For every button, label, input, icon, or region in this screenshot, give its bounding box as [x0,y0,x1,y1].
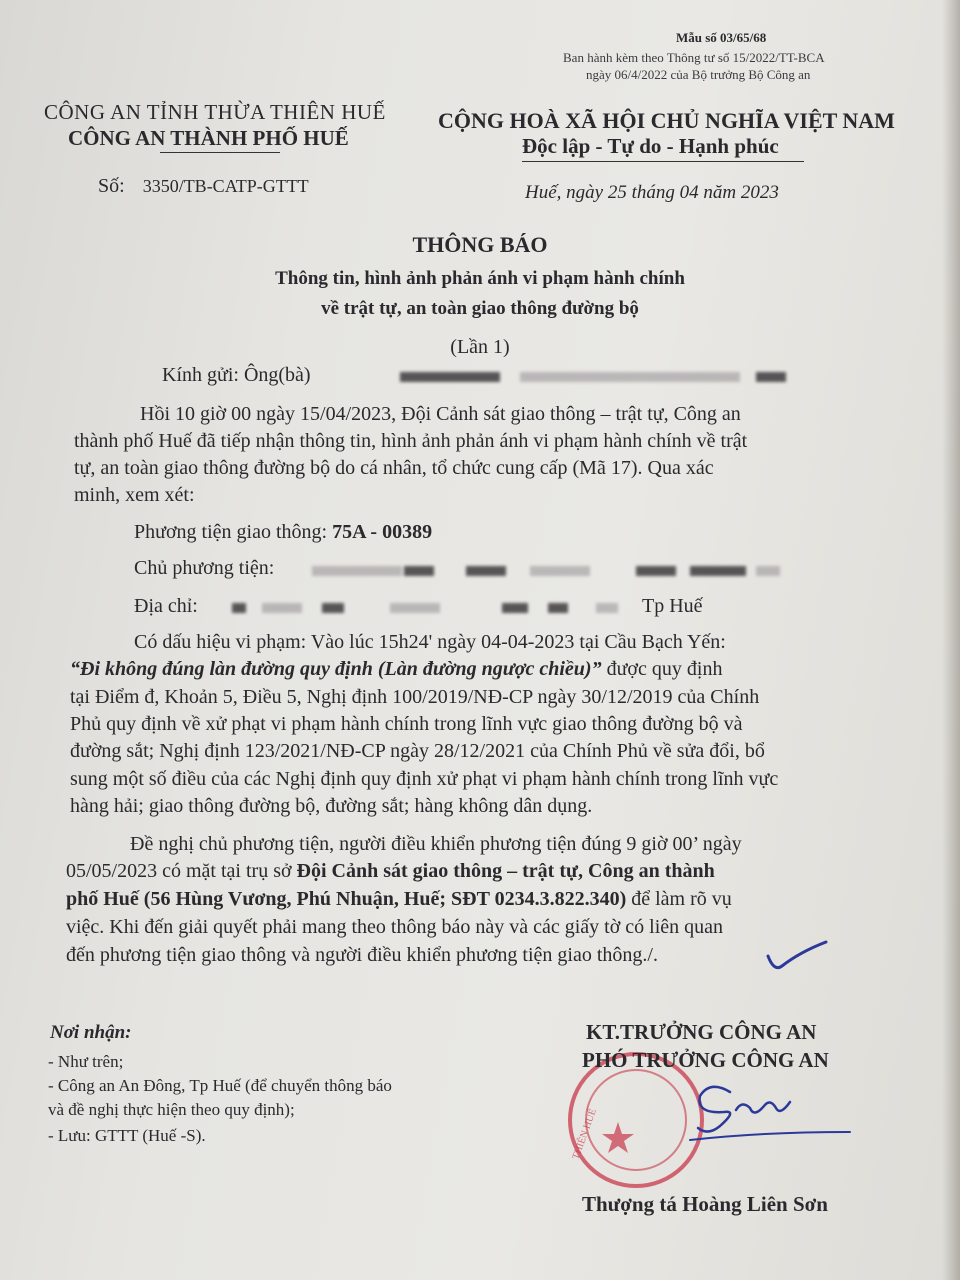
handwritten-signature [680,1062,860,1152]
vehicle-owner-label: Chủ phương tiện: [134,557,275,579]
vehicle-address-city: Tp Huế [642,595,703,617]
request-line5: đến phương tiện giao thông và người điều khiển phương tiện giao thông./. [66,944,658,966]
signer-name: Thượng tá Hoàng Liên Sơn [582,1192,828,1216]
violation-line7: hàng hải; giao thông đường bộ, đường sắt; hàng không dân dụng. [70,795,593,817]
redacted-address-a [232,603,246,613]
redacted-owner-a [312,566,402,576]
recipient-item-1: - Như trên; [48,1052,124,1071]
addressee-label: Kính gửi: Ông(bà) [162,364,311,386]
motto-underline [522,161,804,162]
nation-motto: Độc lập - Tự do - Hạnh phúc [522,134,779,158]
notice-times: (Lần 1) [450,336,510,358]
redacted-address-b [262,603,302,613]
redacted-owner-g [756,566,780,576]
violation-line6: sung một số điều của các Nghị định quy định xử phạt vi phạm hành chính trong lĩnh vực [70,768,779,790]
request-line2-a: 05/05/2023 có mặt tại trụ sở [66,860,297,882]
recipient-item-2b: và đề nghị thực hiện theo quy định); [48,1100,295,1119]
violation-line3: tại Điểm đ, Khoản 5, Điều 5, Nghị định 100/2019/NĐ-CP ngày 30/12/2019 của Chính [70,686,760,708]
redacted-name [400,372,500,382]
recipients-title: Nơi nhận: [50,1022,132,1043]
redacted-address-e [502,603,528,613]
redacted-address-c [322,603,344,613]
vehicle-plate-label: Phương tiện giao thông: [134,521,328,543]
vehicle-plate-row [134,521,432,544]
request-office: Đội Cảnh sát giao thông – trật tự, Công an thành [296,860,715,882]
nation-title: CỘNG HOÀ XÃ HỘI CHỦ NGHĨA VIỆT NAM [438,108,895,133]
intro-line2: thành phố Huế đã tiếp nhận thông tin, hình ảnh phản ánh vi phạm hành chính về trật [74,430,748,452]
redacted-address-d [390,603,440,613]
vehicle-plate: 75A - 00389 [332,521,433,543]
form-issued-line1: Ban hành kèm theo Thông tư số 15/2022/TT-BCA [563,50,825,65]
handwritten-check-mark [760,936,832,982]
request-office-address: phố Huế (56 Hùng Vương, Phú Nhuận, Huế; SĐT 0234.3.822.340) [66,888,627,910]
violation-line2 [70,658,722,681]
redacted-owner-c [466,566,506,576]
redacted-owner-b [404,566,434,576]
redacted-owner-e [636,566,676,576]
violation-line4: Phủ quy định về xử phạt vi phạm hành chính trong lĩnh vực giao thông đường bộ và [70,713,743,735]
form-issued-line2: ngày 06/4/2022 của Bộ trưởng Bộ Công an [586,67,811,82]
redacted-name-blur [520,372,740,382]
redacted-name-end [756,372,786,382]
violation-act: “Đi không đúng làn đường quy định (Làn đường ngược chiều)” [70,658,602,680]
redacted-owner-d [530,566,590,576]
document-subtitle-line1: Thông tin, hình ảnh phản ánh vi phạm hành chính [275,268,685,289]
form-number: Mẫu số 03/65/68 [676,30,767,45]
recipient-item-3: - Lưu: GTTT (Huế -S). [48,1126,206,1145]
document-number-value: 3350/TB-CATP-GTTT [142,176,309,196]
request-line3-c: để làm rõ vụ [626,888,732,910]
redacted-address-g [596,603,618,613]
agency-parent: CÔNG AN TỈNH THỪA THIÊN HUẾ [44,100,386,124]
signature-title-1: KT.TRƯỞNG CÔNG AN [586,1020,817,1044]
request-line4: việc. Khi đến giải quyết phải mang theo thông báo này và các giấy tờ có liên quan [66,916,724,938]
agency-underline [160,152,280,153]
document-title: THÔNG BÁO [412,232,548,257]
place-date: Huế, ngày 25 tháng 04 năm 2023 [525,182,779,203]
recipient-item-2: - Công an An Đông, Tp Huế (để chuyển thông báo [48,1076,392,1095]
document-number-label: Số: [98,175,125,197]
document-number [98,175,309,198]
redacted-address-f [548,603,568,613]
signature-title-2: PHÓ TRƯỞNG CÔNG AN [582,1048,829,1072]
intro-line4: minh, xem xét: [74,484,195,506]
page-shadow [942,0,960,1280]
document-subtitle-line2: về trật tự, an toàn giao thông đường bộ [321,298,639,319]
intro-line1: Hồi 10 giờ 00 ngày 15/04/2023, Đội Cảnh sát giao thông – trật tự, Công an [140,403,741,425]
svg-text:THIÊN HUẾ: THIÊN HUẾ [570,1107,599,1162]
request-line3 [66,888,732,911]
redacted-owner-f [690,566,746,576]
vehicle-address-label: Địa chỉ: [134,595,198,617]
agency-name: CÔNG AN THÀNH PHỐ HUẾ [68,126,349,150]
violation-line2-rest: được quy định [601,658,723,680]
violation-line5: đường sắt; Nghị định 123/2021/NĐ-CP ngày 28/12/2021 của Chính Phủ về sửa đổi, bổ [70,740,765,762]
intro-line3: tự, an toàn giao thông đường bộ do cá nhân, tổ chức cung cấp (Mã 17). Qua xác [74,457,714,479]
request-line1: Đề nghị chủ phương tiện, người điều khiển phương tiện đúng 9 giờ 00’ ngày [130,833,742,855]
violation-line1: Có dấu hiệu vi phạm: Vào lúc 15h24' ngày 04-04-2023 tại Cầu Bạch Yến: [134,631,726,653]
request-line2 [66,860,715,883]
